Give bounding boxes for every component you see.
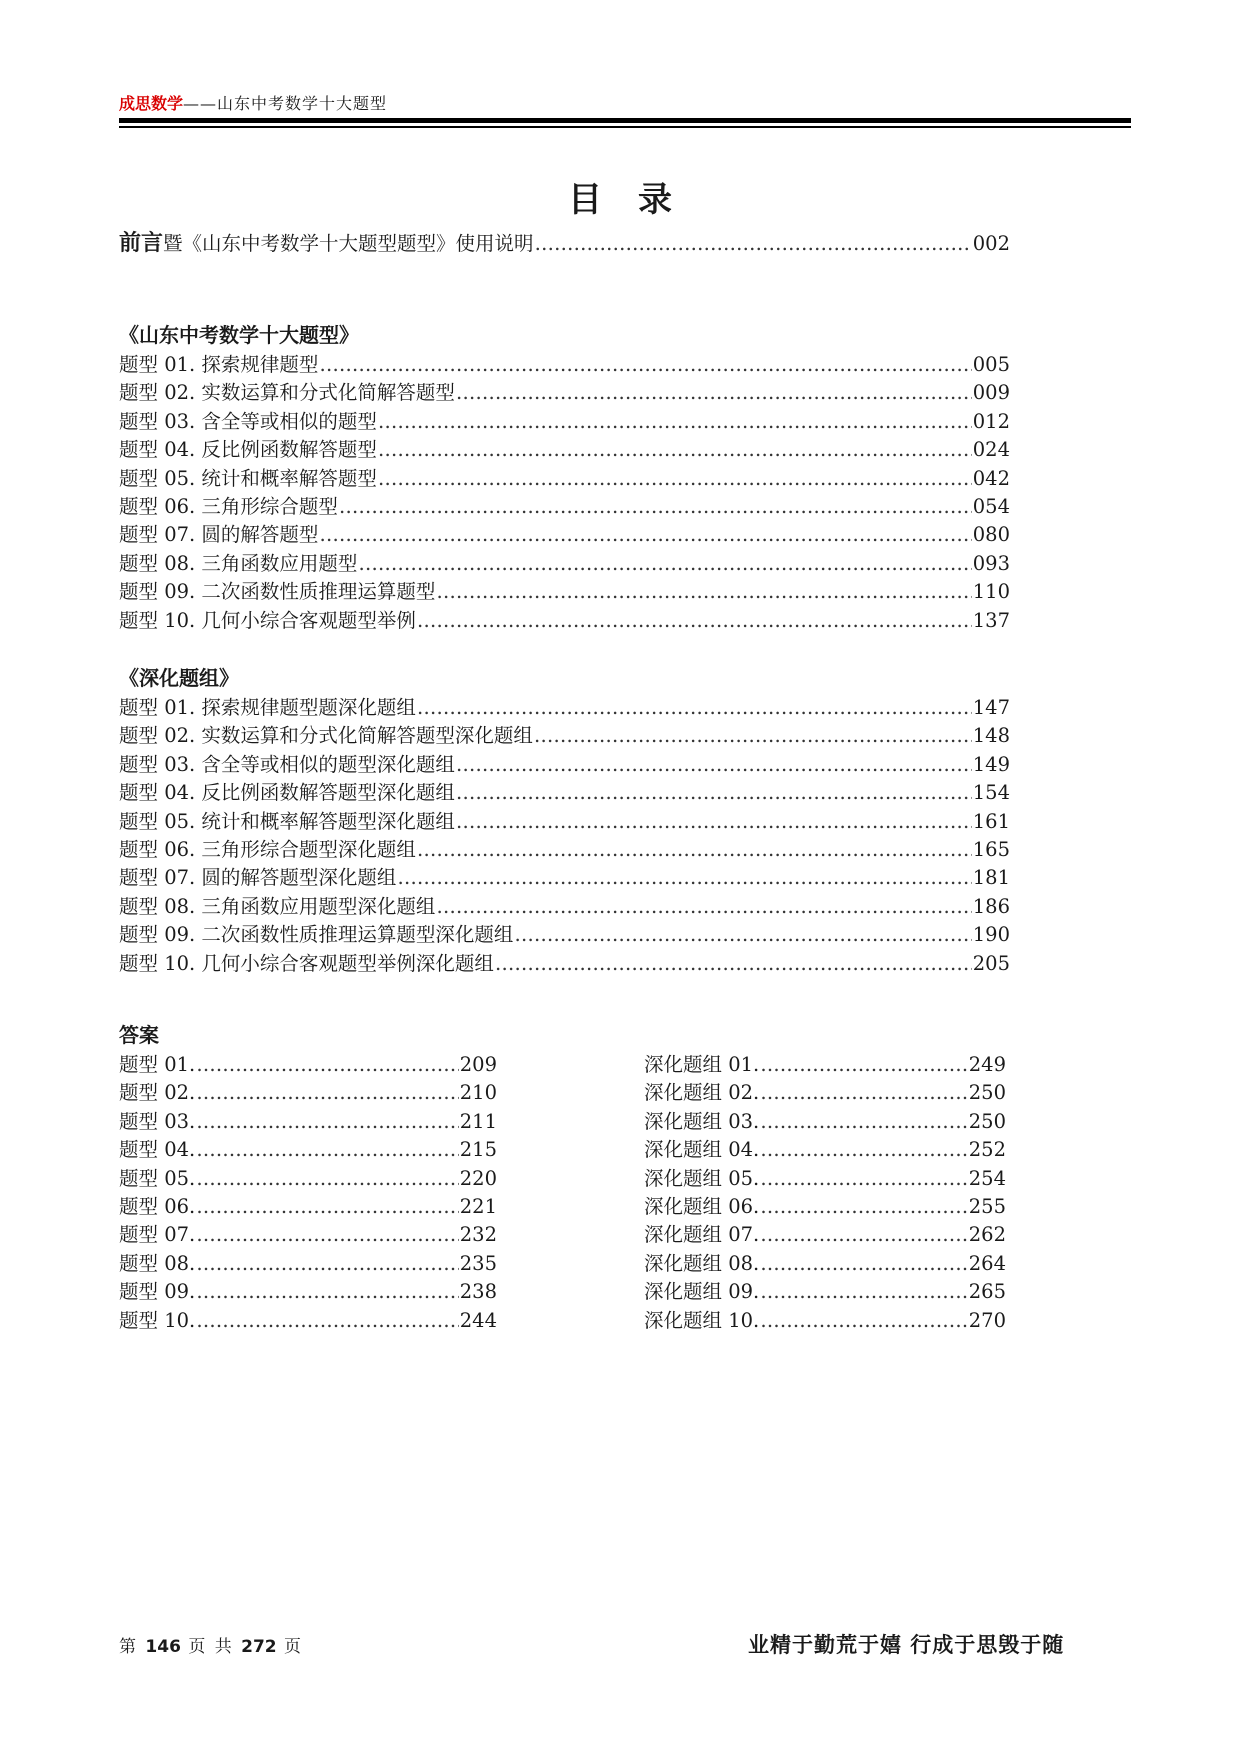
toc-entry-label: 题型 07. 圆的解答题型 — [119, 523, 319, 547]
footer-suffix: 页 — [284, 1637, 304, 1657]
toc-entry-page: 270 — [968, 1308, 1006, 1332]
toc-entry-label: 题型 09. 二次函数性质推理运算题型深化题组 — [119, 923, 514, 947]
dot-leader — [436, 579, 971, 605]
toc-entry[interactable] — [119, 1194, 497, 1220]
dot-leader — [378, 437, 972, 463]
toc-entry-label: 题型 04. — [119, 1138, 196, 1162]
dot-leader — [196, 1222, 459, 1248]
toc-entry-label: 题型 10. — [119, 1308, 196, 1332]
toc-entry-page: 005 — [972, 353, 1010, 376]
header-rule-thick — [119, 118, 1131, 123]
dot-leader — [760, 1251, 968, 1277]
toc-entry-label: 题型 04. 反比例函数解答题型 — [119, 438, 377, 462]
toc-entry[interactable] — [119, 551, 1010, 577]
toc-entry[interactable] — [644, 1194, 1006, 1220]
toc-entry-page: 235 — [459, 1251, 497, 1275]
total-pages: 272 — [241, 1637, 277, 1657]
dot-leader — [417, 837, 972, 863]
toc-entry-label: 深化题组 05. — [644, 1166, 760, 1190]
toc-entry[interactable] — [119, 837, 1010, 863]
toc-entry[interactable] — [644, 1251, 1006, 1277]
toc-entry[interactable] — [119, 494, 1010, 520]
toc-entry[interactable] — [119, 522, 1010, 548]
dot-leader — [196, 1080, 459, 1106]
brand-name: 成思数学 — [119, 94, 184, 113]
toc-entry-label: 深化题组 02. — [644, 1081, 760, 1105]
preface-page: 002 — [972, 232, 1010, 255]
toc-entry-page: 264 — [968, 1251, 1006, 1275]
toc-entry[interactable] — [119, 1279, 497, 1305]
toc-entry[interactable] — [119, 1109, 497, 1135]
toc-entry[interactable] — [644, 1137, 1006, 1163]
page-header — [119, 92, 1131, 118]
dot-leader — [319, 352, 971, 378]
toc-entry-page: 250 — [968, 1109, 1006, 1133]
toc-entry[interactable] — [119, 608, 1010, 634]
dot-leader — [196, 1279, 459, 1305]
toc-entry-label: 题型 06. 三角形综合题型深化题组 — [119, 838, 416, 861]
toc-entry-label: 深化题组 10. — [644, 1308, 760, 1332]
toc-entry-label: 题型 01. 探索规律题型题深化题组 — [119, 696, 416, 719]
preface-bold: 前言 — [119, 231, 164, 256]
toc-entry-label: 深化题组 03. — [644, 1109, 760, 1133]
dot-leader — [417, 695, 972, 721]
toc-entry-label: 题型 02. 实数运算和分式化简解答题型深化题组 — [119, 724, 533, 748]
toc-entry-label: 深化题组 04. — [644, 1138, 760, 1162]
dot-leader — [534, 723, 972, 749]
dot-leader — [417, 608, 972, 634]
toc-entry[interactable] — [119, 1251, 497, 1277]
toc-entry-page: 220 — [459, 1166, 497, 1190]
toc-entry[interactable] — [119, 695, 1010, 721]
toc-entry-page: 080 — [972, 523, 1010, 547]
toc-entry-label: 题型 04. 反比例函数解答题型深化题组 — [119, 781, 455, 805]
toc-entry-label: 题型 07. — [119, 1223, 196, 1247]
page-number — [119, 1632, 303, 1657]
toc-entry-label: 题型 06. 三角形综合题型 — [119, 495, 338, 518]
toc-entry-page: 211 — [459, 1109, 497, 1133]
toc-entry-page: 238 — [459, 1280, 497, 1304]
toc-entry[interactable] — [119, 951, 1010, 977]
toc-entry[interactable] — [119, 437, 1010, 463]
toc-entry-label: 题型 05. 统计和概率解答题型 — [119, 466, 377, 490]
toc-entry-page: 262 — [968, 1223, 1006, 1247]
header-rule-thin — [119, 126, 1131, 128]
toc-entry[interactable] — [644, 1080, 1006, 1106]
toc-entry-page: 205 — [972, 951, 1010, 975]
toc-entry-label: 深化题组 09. — [644, 1280, 760, 1304]
dot-leader — [760, 1194, 968, 1220]
toc-entry-page: 024 — [972, 438, 1010, 462]
toc-entry[interactable] — [119, 409, 1010, 435]
toc-entry-label: 题型 08. 三角函数应用题型深化题组 — [119, 894, 436, 918]
toc-entry-page: 232 — [459, 1223, 497, 1247]
dot-leader — [760, 1222, 968, 1248]
dot-leader — [760, 1166, 968, 1192]
dot-leader — [760, 1279, 968, 1305]
toc-entry-page: 161 — [972, 809, 1010, 833]
toc-entry[interactable] — [119, 1052, 497, 1078]
toc-entry[interactable] — [119, 723, 1010, 749]
toc-entry-label: 深化题组 08. — [644, 1251, 760, 1275]
toc-entry-label: 题型 02. 实数运算和分式化简解答题型 — [119, 381, 455, 405]
dot-leader — [514, 922, 971, 948]
toc-entry-page: 154 — [972, 781, 1010, 805]
footer-prefix: 第 — [119, 1637, 138, 1657]
toc-entry-page: 137 — [972, 608, 1010, 632]
toc-entry-label: 深化题组 06. — [644, 1195, 760, 1218]
dot-leader — [196, 1251, 459, 1277]
toc-entry-page: 093 — [972, 551, 1010, 575]
toc-entry-page: 054 — [972, 495, 1010, 518]
toc-entry[interactable] — [644, 1222, 1006, 1248]
toc-entry[interactable] — [119, 1222, 497, 1248]
toc-entry-page: 265 — [968, 1280, 1006, 1304]
toc-entry-page: 149 — [972, 752, 1010, 776]
footer-middle: 页 共 — [188, 1637, 234, 1657]
toc-entry-page: 147 — [972, 696, 1010, 719]
toc-entry[interactable] — [119, 579, 1010, 605]
toc-entry-label: 题型 01. 探索规律题型 — [119, 353, 319, 376]
toc-entry-label: 题型 02. — [119, 1081, 196, 1105]
toc-entry-page: 250 — [968, 1081, 1006, 1105]
toc-entry-page: 210 — [459, 1081, 497, 1105]
toc-entry-label: 题型 03. 含全等或相似的题型 — [119, 409, 377, 433]
toc-entry-page: 190 — [972, 923, 1010, 947]
toc-entry-page: 215 — [459, 1138, 497, 1162]
toc-entry[interactable] — [119, 1137, 497, 1163]
toc-entry-label: 题型 08. — [119, 1251, 196, 1275]
toc-entry[interactable] — [119, 1166, 497, 1192]
current-page-number: 146 — [145, 1637, 181, 1657]
toc-entry-label: 题型 09. 二次函数性质推理运算题型 — [119, 580, 436, 604]
dot-leader — [760, 1109, 968, 1135]
dot-leader — [196, 1109, 459, 1135]
section-heading-answers: 答案 — [119, 1023, 159, 1047]
dot-leader — [456, 752, 972, 778]
toc-entry-page: 221 — [459, 1195, 497, 1218]
toc-entry-label: 深化题组 01. — [644, 1053, 760, 1076]
section-heading-deepen: 《深化题组》 — [119, 666, 239, 690]
dot-leader — [760, 1080, 968, 1106]
toc-entry-page: 255 — [968, 1195, 1006, 1218]
dot-leader — [436, 894, 971, 920]
toc-entry-page: 209 — [459, 1053, 497, 1076]
toc-entry[interactable] — [119, 380, 1010, 406]
toc-entry-page: 254 — [968, 1166, 1006, 1190]
toc-entry-label: 题型 09. — [119, 1280, 196, 1304]
toc-entry[interactable] — [119, 752, 1010, 778]
toc-entry-label: 题型 10. 几何小综合客观题型举例深化题组 — [119, 951, 494, 975]
section-heading-main: 《山东中考数学十大题型》 — [119, 323, 359, 347]
toc-entry-page: 186 — [972, 894, 1010, 918]
dot-leader — [339, 494, 972, 520]
toc-entry[interactable] — [119, 1080, 497, 1106]
toc-entry-label: 深化题组 07. — [644, 1223, 760, 1247]
dot-leader — [196, 1137, 459, 1163]
toc-entry-page: 244 — [459, 1308, 497, 1332]
toc-preface[interactable] — [119, 231, 1010, 257]
toc-entry[interactable] — [119, 865, 1010, 891]
toc-entry[interactable] — [119, 809, 1010, 835]
dot-leader — [760, 1052, 968, 1078]
dot-leader — [760, 1308, 968, 1334]
toc-entry-page: 181 — [972, 866, 1010, 890]
toc-entry-page: 165 — [972, 838, 1010, 861]
toc-entry-page: 042 — [972, 466, 1010, 490]
page-title: 目录 — [568, 180, 708, 220]
dot-leader — [319, 522, 971, 548]
dot-leader — [456, 780, 972, 806]
dot-leader — [760, 1137, 968, 1163]
footer-motto: 业精于勤荒于嬉 行成于思毁于随 — [748, 1633, 1065, 1657]
toc-entry-label: 题型 03. — [119, 1109, 196, 1133]
dot-leader — [196, 1308, 459, 1334]
toc-entry[interactable] — [119, 780, 1010, 806]
toc-entry-label: 题型 03. 含全等或相似的题型深化题组 — [119, 752, 455, 776]
toc-entry[interactable] — [119, 466, 1010, 492]
toc-entry[interactable] — [119, 922, 1010, 948]
toc-entry-page: 249 — [968, 1053, 1006, 1076]
dot-leader — [378, 409, 972, 435]
toc-entry[interactable] — [644, 1308, 1006, 1334]
toc-entry-page: 012 — [972, 409, 1010, 433]
toc-entry-label: 题型 05. 统计和概率解答题型深化题组 — [119, 809, 455, 833]
dot-leader — [196, 1166, 459, 1192]
dot-leader — [397, 865, 971, 891]
toc-entry-label: 题型 08. 三角函数应用题型 — [119, 551, 358, 575]
toc-entry-label: 题型 01. — [119, 1053, 196, 1076]
toc-entry-page: 009 — [972, 381, 1010, 405]
dot-leader — [196, 1052, 459, 1078]
toc-entry[interactable] — [119, 352, 1010, 378]
dot-leader — [535, 231, 972, 257]
toc-entry-page: 110 — [972, 580, 1010, 604]
toc-entry[interactable] — [644, 1166, 1006, 1192]
toc-entry-label: 题型 07. 圆的解答题型深化题组 — [119, 866, 397, 890]
toc-entry-label: 题型 10. 几何小综合客观题型举例 — [119, 608, 416, 632]
toc-entry-page: 252 — [968, 1138, 1006, 1162]
toc-entry[interactable] — [644, 1052, 1006, 1078]
dot-leader — [456, 380, 972, 406]
dot-leader — [495, 951, 972, 977]
dot-leader — [358, 551, 971, 577]
toc-entry-label: 题型 05. — [119, 1166, 196, 1190]
dot-leader — [196, 1194, 459, 1220]
dot-leader — [456, 809, 972, 835]
toc-entry-page: 148 — [972, 724, 1010, 748]
toc-entry-label: 题型 06. — [119, 1195, 196, 1218]
dot-leader — [378, 466, 972, 492]
toc-entry[interactable] — [119, 894, 1010, 920]
header-subtitle: ——山东中考数学十大题型 — [183, 94, 388, 113]
toc-entry[interactable] — [644, 1109, 1006, 1135]
toc-entry[interactable] — [119, 1308, 497, 1334]
preface-text: 暨《山东中考数学十大题型题型》使用说明 — [163, 232, 534, 255]
toc-entry[interactable] — [644, 1279, 1006, 1305]
